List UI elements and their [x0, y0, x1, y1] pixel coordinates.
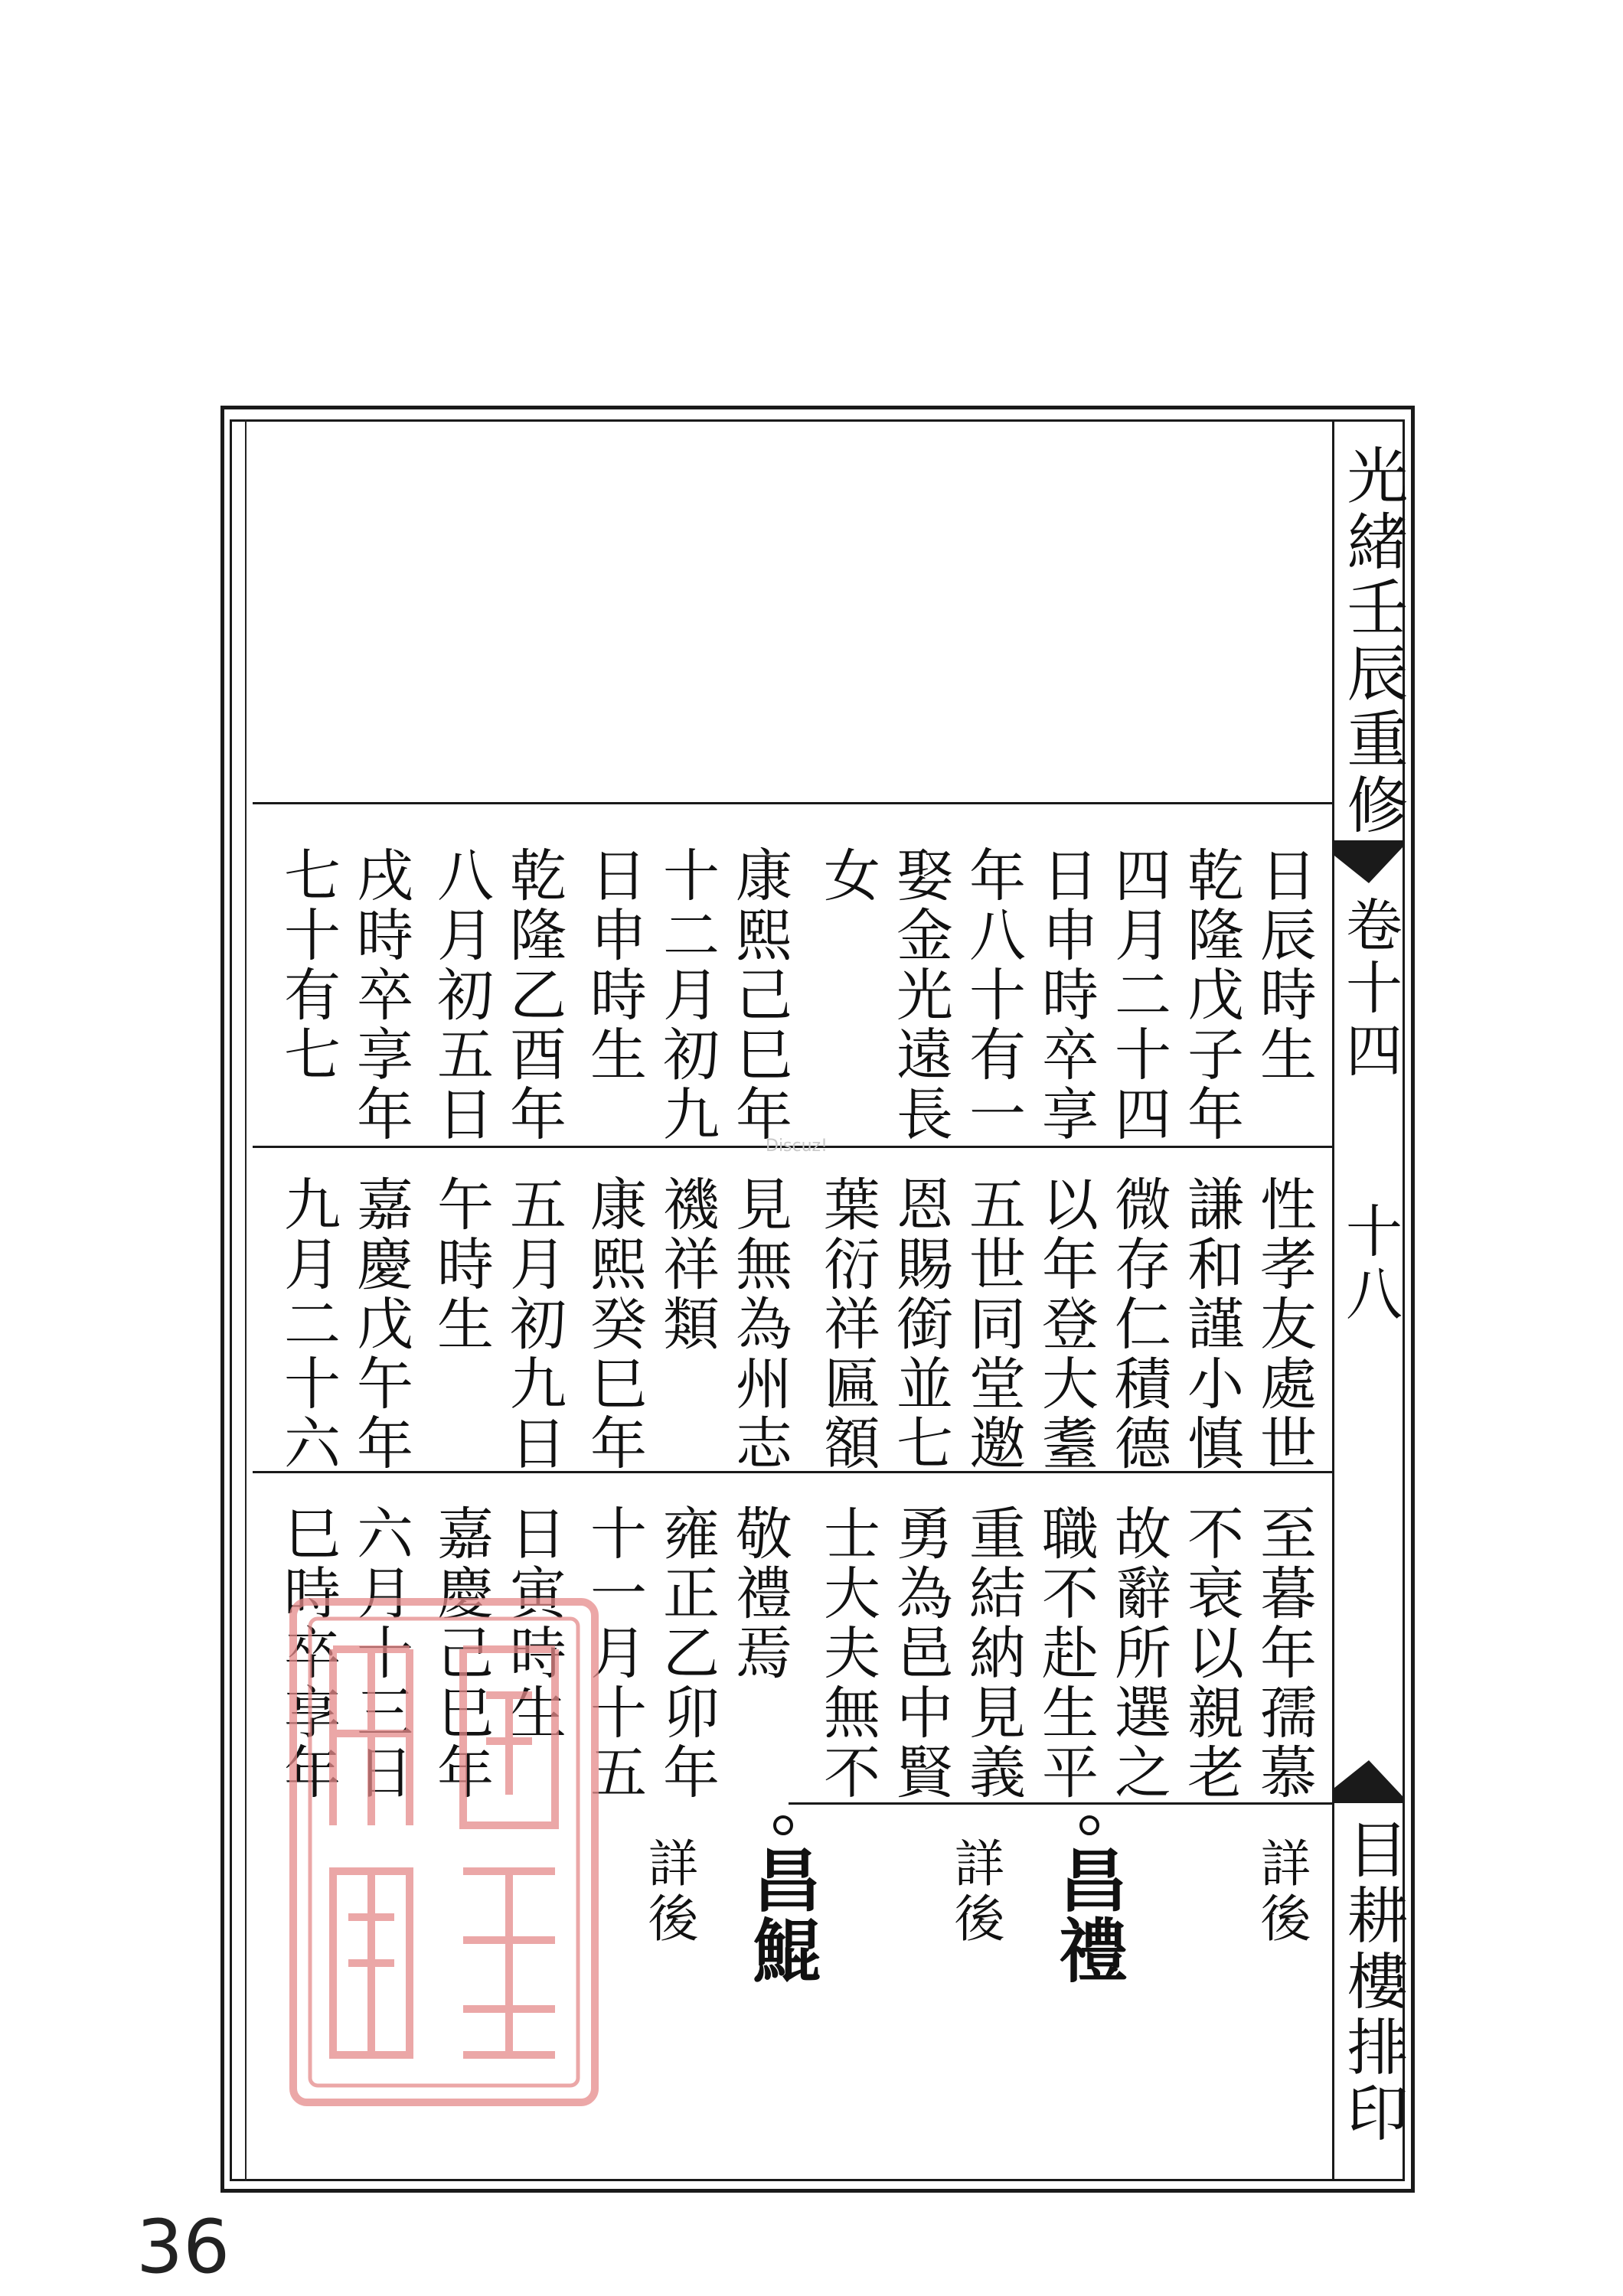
section3-col-4: 職不赴生平 [1033, 1504, 1099, 1802]
section2-col-4: 以年登大耋 [1033, 1175, 1099, 1473]
upper-fishtail-icon [1334, 840, 1403, 883]
section2-col-2: 謙和謹小慎 [1178, 1175, 1244, 1473]
section3-col-5: 重結納見義 [960, 1504, 1026, 1802]
section3-col-9: 雍正乙卯年 [654, 1504, 720, 1802]
circle-marker-icon [773, 1815, 793, 1835]
circle-marker-icon [1079, 1815, 1099, 1835]
note-detail-later-2: 詳後 [945, 1837, 1004, 1947]
section3-col-2: 不衰以親老 [1178, 1504, 1244, 1802]
section2-col-10: 康熙癸巳年 [581, 1175, 647, 1473]
section2-col-6: 恩賜銜並七 [887, 1175, 953, 1473]
section2-col-12: 午時生 [428, 1175, 494, 1354]
section1-col-13: 戌時卒享年 [348, 846, 413, 1144]
section1-col-7: 女 [815, 846, 880, 905]
section1-col-10: 日申時生 [581, 846, 647, 1084]
section2-col-5: 五世同堂邀 [960, 1175, 1026, 1473]
section3-col-8: 敬禮焉 [727, 1504, 792, 1683]
section1-col-3: 四月二十四 [1105, 846, 1171, 1144]
section3-col-3: 故辭所選之 [1105, 1504, 1171, 1802]
section1-col-4: 日申時卒享 [1033, 846, 1099, 1144]
section1-col-5: 年八十有一 [960, 846, 1026, 1144]
library-seal-stamp [287, 1596, 601, 2108]
section1-col-8: 康熙己巳年 [727, 846, 792, 1144]
register-line-4 [789, 1802, 1332, 1805]
section1-col-14: 七十有七 [275, 846, 341, 1084]
section1-col-1: 日辰時生 [1251, 846, 1317, 1084]
section3-col-1: 至暮年孺慕 [1251, 1504, 1317, 1802]
section1-col-12: 八月初五日 [428, 846, 494, 1144]
section2-col-3: 微存仁積德 [1105, 1175, 1171, 1473]
section2-col-9: 禨祥類 [654, 1175, 720, 1354]
section2-col-14: 九月二十六 [275, 1175, 341, 1473]
section3-col-13: 六月十三日 [348, 1504, 413, 1802]
section3-col-6: 勇為邑中賢 [887, 1504, 953, 1802]
section2-col-7: 葉衍祥匾額 [815, 1175, 880, 1473]
section3-col-7: 士大夫無不 [815, 1504, 880, 1802]
banxin-leaf: 十八 [1337, 1202, 1403, 1327]
section2-col-13: 嘉慶戊午年 [348, 1175, 413, 1473]
watermark-text: Discuz! [766, 1137, 828, 1156]
descendant-name-1: 昌禮 [1047, 1844, 1128, 1985]
note-detail-later-3: 詳後 [639, 1837, 698, 1947]
descendant-name-2: 昌鯤 [740, 1844, 821, 1985]
section3-col-14: 巳時卒享年 [275, 1504, 341, 1802]
banxin-publisher: 目耕樓排印 [1337, 1818, 1408, 2147]
section1-col-6: 娶金光遠長 [887, 846, 953, 1144]
section3-col-10: 十一月十五 [581, 1504, 647, 1802]
section2-col-11: 五月初九日 [501, 1175, 567, 1473]
register-line-1 [253, 802, 1332, 804]
left-border-band [230, 419, 247, 2181]
section1-col-11: 乾隆乙酉年 [501, 846, 567, 1144]
section3-col-11: 日寅時生 [501, 1504, 567, 1743]
banxin-title: 光緒壬辰重修 [1337, 444, 1408, 839]
section2-col-1: 性孝友處世 [1251, 1175, 1317, 1473]
note-detail-later-1: 詳後 [1252, 1837, 1311, 1947]
section3-col-12: 嘉慶己巳年 [428, 1504, 494, 1802]
section1-col-9: 十二月初九 [654, 846, 720, 1144]
banxin-volume: 卷十四 [1337, 895, 1403, 1084]
section1-col-2: 乾隆戊子年 [1178, 846, 1244, 1144]
section2-col-8: 見無為州志 [727, 1175, 792, 1473]
banxin-divider [1332, 419, 1334, 2181]
lower-fishtail-icon [1334, 1760, 1403, 1803]
page-number: 36 [136, 2204, 230, 2290]
